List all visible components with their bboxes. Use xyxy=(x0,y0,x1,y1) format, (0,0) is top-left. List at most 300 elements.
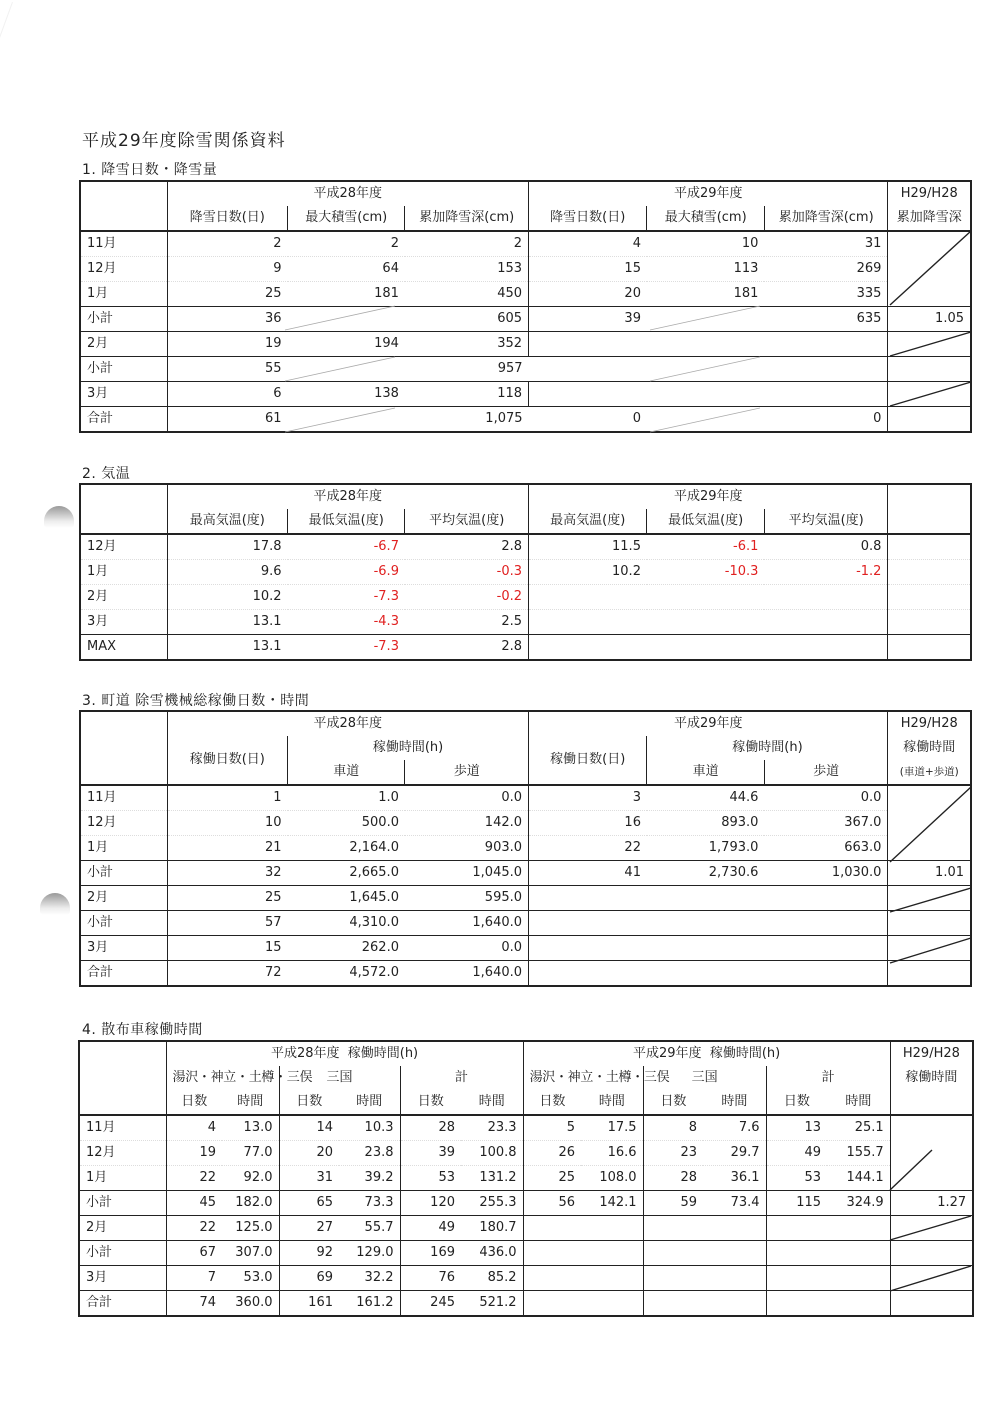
h28-value: 1,075 xyxy=(405,407,529,433)
h28-value: 1.0 xyxy=(378,790,399,805)
temperature-table xyxy=(79,483,972,661)
h29-value xyxy=(764,382,888,407)
h28-value: -7.3 xyxy=(288,585,405,610)
h29-value xyxy=(764,635,888,661)
binder-hole-mark xyxy=(44,506,74,528)
h29-value xyxy=(764,911,888,936)
col-header: 最低気温(度) xyxy=(647,509,764,534)
h29-value xyxy=(529,936,647,961)
year-header-h28: 平成28年度 xyxy=(167,181,528,206)
h29-value xyxy=(581,1241,643,1266)
h28-value: -0.3 xyxy=(405,560,529,585)
row-label: 11月 xyxy=(80,231,167,257)
h28-value: 161 xyxy=(279,1291,339,1317)
h29-value xyxy=(766,1291,827,1317)
h29-value: 36.1 xyxy=(703,1166,766,1191)
h29-value xyxy=(643,1241,703,1266)
h29-value: 16 xyxy=(529,811,647,836)
h29-value xyxy=(647,357,764,382)
h29-value: 3 xyxy=(529,785,647,811)
col-header: 降雪日数(日) xyxy=(529,206,647,231)
h28-value: 21 xyxy=(167,836,287,861)
empty-cell xyxy=(888,560,971,585)
col-header: 最大積雪(cm) xyxy=(647,206,764,231)
row-label: 小計 xyxy=(79,1241,166,1266)
ratio-value xyxy=(888,257,971,282)
h28-value: 245 xyxy=(400,1291,461,1317)
h29-value: 635 xyxy=(764,307,888,332)
h28-value: 2 xyxy=(405,231,529,257)
h28-value: 0.0 xyxy=(405,936,529,961)
h29-value xyxy=(529,610,647,635)
row-label: 小計 xyxy=(80,911,167,936)
h28-value: 10.2 xyxy=(167,585,287,610)
h29-value: 4 xyxy=(529,231,647,257)
h29-value: 1,030.0 xyxy=(764,861,888,886)
binder-hole-mark xyxy=(40,893,70,915)
h28-value: 39 xyxy=(400,1141,461,1166)
h29-value: 1,793.0 xyxy=(647,836,764,861)
area-header-mikuni: 三国 xyxy=(279,1066,400,1090)
h29-value: 113 xyxy=(647,257,764,282)
h29-value: 8 xyxy=(643,1115,703,1141)
h29-value: 13 xyxy=(766,1115,827,1141)
h28-value: 61 xyxy=(167,407,287,433)
h29-value: 663.0 xyxy=(764,836,888,861)
h28-value: 500.0 xyxy=(288,811,405,836)
h29-value xyxy=(647,635,764,661)
h28-value: -6.9 xyxy=(288,560,405,585)
h28-value: 1,645.0 xyxy=(288,886,405,911)
h29-value: 108.0 xyxy=(581,1166,643,1191)
hours-subheader: 時間 xyxy=(461,1090,523,1115)
h28-value: 10 xyxy=(167,811,287,836)
h29-value: 324.9 xyxy=(827,1191,890,1216)
h28-value: 1,640.0 xyxy=(405,961,529,987)
h29-value xyxy=(766,1216,827,1241)
h29-value: 269 xyxy=(764,257,888,282)
hours-header: 稼働時間(h) xyxy=(647,736,888,760)
year-header-h28: 平成28年度 xyxy=(167,711,528,736)
road-header: 車道 xyxy=(288,760,405,785)
table-row xyxy=(80,382,971,407)
h28-value: 13.1 xyxy=(167,635,287,661)
h29-value xyxy=(643,1291,703,1317)
days-subheader: 日数 xyxy=(523,1090,581,1115)
hours-subheader: 時間 xyxy=(222,1090,279,1115)
row-label: 12月 xyxy=(80,257,167,282)
ratio-value xyxy=(888,936,971,961)
header-corner xyxy=(80,484,167,534)
h28-value: 2,164.0 xyxy=(288,836,405,861)
section-title-snowfall: 1. 降雪日数・降雪量 xyxy=(82,162,218,178)
year-header-h29: 平成29年度 xyxy=(529,181,888,206)
h29-value: 41 xyxy=(529,861,647,886)
h28-value: -4.3 xyxy=(288,610,405,635)
h28-value: 352 xyxy=(405,332,529,357)
h29-value xyxy=(764,610,888,635)
h29-value xyxy=(529,332,647,357)
road-header: 車道 xyxy=(647,760,764,785)
ratio-subheader: 累加降雪深 xyxy=(888,206,971,231)
table-row xyxy=(80,836,971,861)
h28-value: 27 xyxy=(279,1216,339,1241)
col-header: 最大積雪(cm) xyxy=(288,206,405,231)
h28-value: 67 xyxy=(166,1241,222,1266)
table-row xyxy=(80,585,971,610)
row-label: 合計 xyxy=(80,961,167,987)
ratio-value: 1.27 xyxy=(890,1191,973,1216)
h29-value: 31 xyxy=(764,231,888,257)
days-subheader: 日数 xyxy=(766,1090,827,1115)
h28-value: 9.6 xyxy=(167,560,287,585)
table-row xyxy=(80,560,971,585)
h28-value: 92 xyxy=(279,1241,339,1266)
ratio-value xyxy=(888,231,971,257)
h29-value: 142.1 xyxy=(581,1191,643,1216)
h28-value: 2 xyxy=(390,236,399,251)
area-header-total: 計 xyxy=(766,1066,890,1090)
table-row xyxy=(79,1141,973,1166)
h29-value xyxy=(647,911,764,936)
h29-value xyxy=(643,1216,703,1241)
h29-value xyxy=(523,1216,581,1241)
h28-value: 120 xyxy=(400,1191,461,1216)
hours-subheader: 時間 xyxy=(703,1090,766,1115)
h28-value: 6 xyxy=(167,382,287,407)
h28-value: 194 xyxy=(288,332,405,357)
year-header-h28: 平成28年度 稼働時間(h) xyxy=(166,1041,523,1066)
h29-value: -10.3 xyxy=(647,560,764,585)
table-row xyxy=(80,257,971,282)
row-label: 1月 xyxy=(80,560,167,585)
ratio-subheader: 稼働時間 xyxy=(888,736,971,760)
empty-header xyxy=(888,484,971,534)
hours-subheader: 時間 xyxy=(581,1090,643,1115)
h28-value: 22 xyxy=(166,1216,222,1241)
row-label: 3月 xyxy=(80,936,167,961)
h29-value: 7.6 xyxy=(703,1115,766,1141)
snowfall-table xyxy=(79,180,972,433)
h28-value: 307.0 xyxy=(222,1241,279,1266)
row-label: 12月 xyxy=(79,1141,166,1166)
h29-value: 53 xyxy=(766,1166,827,1191)
h28-value: 36 xyxy=(167,307,287,332)
row-label: 2月 xyxy=(80,886,167,911)
h29-value xyxy=(581,1266,643,1291)
section-title-temperature: 2. 気温 xyxy=(82,466,131,482)
ratio-header: H29/H28 xyxy=(890,1041,973,1066)
h28-value: 255.3 xyxy=(461,1191,523,1216)
h28-value: 55.7 xyxy=(339,1216,400,1241)
row-label: 1月 xyxy=(79,1166,166,1191)
h29-value: -6.1 xyxy=(733,539,759,554)
ratio-value xyxy=(890,1241,973,1266)
empty-cell xyxy=(888,635,971,661)
table-row xyxy=(80,911,971,936)
header-corner xyxy=(80,181,167,231)
row-label: 1月 xyxy=(80,282,167,307)
ratio-value xyxy=(888,785,971,811)
h29-value: 0 xyxy=(529,407,647,433)
ratio-subheader: 稼働時間 xyxy=(890,1066,973,1115)
h28-value: 129.0 xyxy=(339,1241,400,1266)
ratio-value xyxy=(888,836,971,861)
empty-cell xyxy=(888,585,971,610)
h29-value xyxy=(529,585,647,610)
h29-value: 155.7 xyxy=(827,1141,890,1166)
h28-value: 55 xyxy=(167,357,287,382)
col-header: 最高気温(度) xyxy=(167,509,287,534)
col-header: 累加降雪深(cm) xyxy=(405,206,529,231)
ratio-value xyxy=(888,332,971,357)
h29-value: 25 xyxy=(523,1166,581,1191)
h29-value xyxy=(703,1241,766,1266)
row-label: 11月 xyxy=(79,1115,166,1141)
h28-value: 131.2 xyxy=(461,1166,523,1191)
h29-value: 28 xyxy=(643,1166,703,1191)
h29-value xyxy=(764,357,888,382)
h29-value: 2,730.6 xyxy=(647,861,764,886)
table-row xyxy=(79,1115,973,1141)
h28-value: 450 xyxy=(405,282,529,307)
h29-value: 335 xyxy=(764,282,888,307)
table-row xyxy=(80,231,971,257)
ratio-note: (車道+歩道) xyxy=(888,760,971,785)
h28-value: 39.2 xyxy=(339,1166,400,1191)
table-row xyxy=(79,1241,973,1266)
table-row xyxy=(80,936,971,961)
table-row xyxy=(80,886,971,911)
h29-value: 17.5 xyxy=(581,1115,643,1141)
h29-value: 11.5 xyxy=(529,534,647,560)
h29-value: 15 xyxy=(529,257,647,282)
table-row xyxy=(80,407,971,433)
h29-value xyxy=(523,1291,581,1317)
table-row xyxy=(80,357,971,382)
row-label: 12月 xyxy=(80,534,167,560)
h29-value xyxy=(647,307,764,332)
h28-value: 77.0 xyxy=(222,1141,279,1166)
h28-value: 2,665.0 xyxy=(288,861,405,886)
ratio-value xyxy=(888,911,971,936)
row-label: 3月 xyxy=(80,610,167,635)
h28-value xyxy=(288,307,405,332)
h28-value: 100.8 xyxy=(461,1141,523,1166)
h29-value: 893.0 xyxy=(647,811,764,836)
h28-value: 957 xyxy=(405,357,529,382)
h28-value: 138 xyxy=(288,382,405,407)
h28-value: 125.0 xyxy=(222,1216,279,1241)
area-header-mikuni: 三国 xyxy=(643,1066,766,1090)
h28-value: 903.0 xyxy=(405,836,529,861)
ratio-value: 1.01 xyxy=(888,861,971,886)
h28-value: 65 xyxy=(279,1191,339,1216)
h29-value xyxy=(703,1216,766,1241)
row-label: 3月 xyxy=(79,1266,166,1291)
h28-value: 23.3 xyxy=(461,1115,523,1141)
table-row xyxy=(80,610,971,635)
h28-value: 13.0 xyxy=(222,1115,279,1141)
h29-value xyxy=(764,936,888,961)
year-header-h28: 平成28年度 xyxy=(167,484,528,509)
col-header: 平均気温(度) xyxy=(764,509,888,534)
h29-value: 49 xyxy=(766,1141,827,1166)
ratio-value xyxy=(888,961,971,987)
h29-value xyxy=(647,936,764,961)
h28-value: 10.3 xyxy=(339,1115,400,1141)
h28-value: 76 xyxy=(400,1266,461,1291)
h28-value: 23.8 xyxy=(339,1141,400,1166)
h29-value xyxy=(523,1266,581,1291)
h29-value: 5 xyxy=(523,1115,581,1141)
row-label: 小計 xyxy=(80,357,167,382)
h28-value: 262.0 xyxy=(288,936,405,961)
row-label: 1月 xyxy=(80,836,167,861)
row-label: 3月 xyxy=(80,382,167,407)
row-label: 小計 xyxy=(80,861,167,886)
h29-value xyxy=(647,332,764,357)
h28-value: 0.0 xyxy=(405,785,529,811)
h28-value: 69 xyxy=(279,1266,339,1291)
h28-value: 2.8 xyxy=(405,534,529,560)
h28-value: 595.0 xyxy=(405,886,529,911)
h28-value: 19 xyxy=(166,1141,222,1166)
h29-value: -1.2 xyxy=(764,560,888,585)
document-title: 平成29年度除雪関係資料 xyxy=(82,131,286,151)
h28-value: 20 xyxy=(279,1141,339,1166)
empty-cell xyxy=(888,534,971,560)
ratio-value xyxy=(890,1115,973,1141)
h28-value: 605 xyxy=(405,307,529,332)
h29-value: 0 xyxy=(764,407,888,433)
h29-value: 29.7 xyxy=(703,1141,766,1166)
h29-value xyxy=(529,911,647,936)
spreader-table xyxy=(78,1040,974,1317)
h28-value: 4,310.0 xyxy=(288,911,405,936)
table-row xyxy=(79,1266,973,1291)
h29-value xyxy=(764,332,888,357)
h28-value: 360.0 xyxy=(222,1291,279,1317)
h29-value xyxy=(703,1291,766,1317)
sidewalk-header: 歩道 xyxy=(405,760,529,785)
h28-value: 73.3 xyxy=(339,1191,400,1216)
h28-value: 25 xyxy=(167,886,287,911)
h29-value xyxy=(581,1216,643,1241)
table-row xyxy=(79,1291,973,1317)
h29-value xyxy=(529,635,647,661)
h29-value xyxy=(643,1266,703,1291)
sidewalk-header: 歩道 xyxy=(764,760,888,785)
row-label: 小計 xyxy=(80,307,167,332)
h29-value xyxy=(764,961,888,987)
h28-value: 4,572.0 xyxy=(288,961,405,987)
hours-header: 稼働時間(h) xyxy=(288,736,529,760)
table-row xyxy=(80,332,971,357)
h29-value xyxy=(764,886,888,911)
h29-value: 59 xyxy=(643,1191,703,1216)
h29-value xyxy=(647,610,764,635)
year-header-h29: 平成29年度 稼働時間(h) xyxy=(523,1041,890,1066)
days-header: 稼働日数(日) xyxy=(529,736,647,785)
ratio-value xyxy=(888,407,971,433)
table-row xyxy=(80,282,971,307)
h29-value: 0.0 xyxy=(764,785,888,811)
h28-value: 53 xyxy=(400,1166,461,1191)
h28-value: 25 xyxy=(167,282,287,307)
row-label: 12月 xyxy=(80,811,167,836)
row-label: 2月 xyxy=(79,1216,166,1241)
h29-value xyxy=(523,1241,581,1266)
hours-subheader: 時間 xyxy=(827,1090,890,1115)
ratio-value xyxy=(890,1141,973,1166)
ratio-value xyxy=(888,382,971,407)
days-header: 稼働日数(日) xyxy=(167,736,287,785)
h29-value: 25.1 xyxy=(827,1115,890,1141)
row-label: 11月 xyxy=(80,785,167,811)
year-header-h29: 平成29年度 xyxy=(529,711,888,736)
h28-value: 17.8 xyxy=(167,534,287,560)
col-header: 最低気温(度) xyxy=(288,509,405,534)
h28-value: 1,045.0 xyxy=(405,861,529,886)
h28-value: 74 xyxy=(166,1291,222,1317)
row-label: 合計 xyxy=(80,407,167,433)
ratio-value xyxy=(890,1266,973,1291)
h29-value xyxy=(827,1291,890,1317)
h28-value: 57 xyxy=(167,911,287,936)
h29-value xyxy=(827,1241,890,1266)
h29-value: 22 xyxy=(529,836,647,861)
h28-value: 4 xyxy=(166,1115,222,1141)
h29-value xyxy=(647,382,764,407)
table-row xyxy=(79,1216,973,1241)
h29-value: 39 xyxy=(529,307,647,332)
table-row xyxy=(80,861,971,886)
h28-value: -0.2 xyxy=(405,585,529,610)
days-subheader: 日数 xyxy=(400,1090,461,1115)
row-label: 小計 xyxy=(79,1191,166,1216)
ratio-value xyxy=(888,886,971,911)
h28-value: 14 xyxy=(279,1115,339,1141)
area-header-yuzawa: 湯沢・神立・土樽・三俣 xyxy=(523,1066,643,1090)
h29-value: 44.6 xyxy=(729,790,759,805)
h28-value: 19 xyxy=(167,332,287,357)
h29-value: 56 xyxy=(523,1191,581,1216)
h29-value xyxy=(827,1216,890,1241)
h28-value: 49 xyxy=(400,1216,461,1241)
table-row xyxy=(80,534,971,560)
h29-value: 367.0 xyxy=(764,811,888,836)
area-header-yuzawa: 湯沢・神立・土樽・三俣 xyxy=(166,1066,279,1090)
machinery-table xyxy=(79,710,972,987)
h28-value: 118 xyxy=(405,382,529,407)
table-row xyxy=(80,961,971,987)
h29-value: 10.2 xyxy=(529,560,647,585)
h28-value: 2.8 xyxy=(405,635,529,661)
h28-value: 7 xyxy=(166,1266,222,1291)
section-title-spreader: 4. 散布車稼働時間 xyxy=(82,1022,203,1038)
h29-value xyxy=(647,585,764,610)
ratio-value xyxy=(888,282,971,307)
scan-artifact-line xyxy=(0,2,13,115)
h28-value: 142.0 xyxy=(405,811,529,836)
h29-value: 10 xyxy=(741,236,759,251)
ratio-header: H29/H28 xyxy=(888,181,971,206)
h28-value: 153 xyxy=(405,257,529,282)
h29-value: 73.4 xyxy=(703,1191,766,1216)
h29-value xyxy=(529,961,647,987)
h29-value: 144.1 xyxy=(827,1166,890,1191)
